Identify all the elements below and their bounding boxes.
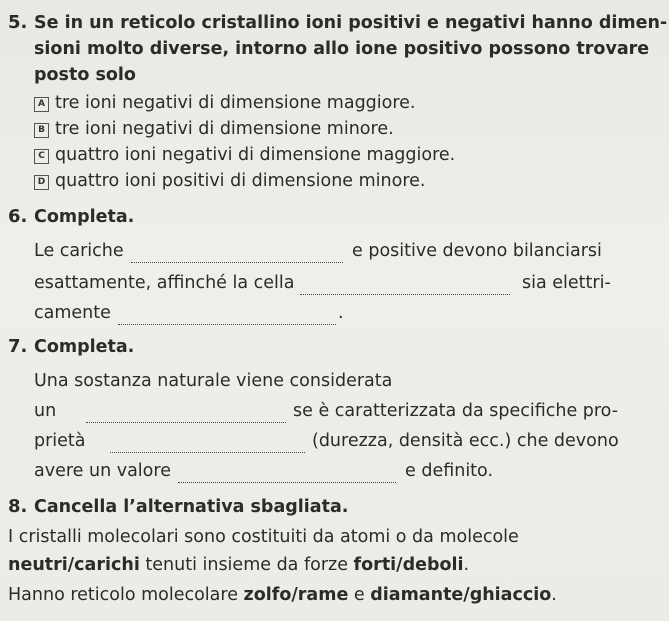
question-8-title: Cancella l’alternativa sbagliata. [34,497,349,517]
question-6-number: 6. [8,206,28,227]
q8-text-1: I cristalli molecolari sono costituiti da atomi o da molecole [8,527,519,547]
q8-text-3e: . [551,585,557,605]
q6-blank-2[interactable] [300,280,510,295]
q8-text-2d: . [463,555,470,575]
q6-text-2b: sia elettri- [522,273,611,293]
question-6-title: Completa. [34,207,135,227]
q8-line-3 [8,584,557,606]
option-c-badge: C [34,149,49,164]
question-5-number: 5. [8,12,28,33]
q7-text-4b: e definito. [405,461,494,481]
option-a-badge: A [34,97,49,112]
option-d-text: quattro ioni positivi di dimensione minore. [55,171,426,191]
question-8-number: 8. [8,496,28,517]
q8-choice-neutri-carichi[interactable]: neutri/carichi [8,555,140,575]
question-5-stem-line-3: posto solo [34,65,136,85]
q8-text-3a: Hanno reticolo molecolare [8,585,244,605]
q6-blank-1[interactable] [131,248,343,263]
question-7-title: Completa. [34,337,135,357]
option-a-text: tre ioni negativi di dimensione maggiore. [55,93,416,113]
question-5-option-d[interactable] [34,170,425,192]
option-c-text: quattro ioni negativi di dimensione maggiore. [55,145,456,165]
option-b-text: tre ioni negativi di dimensione minore. [55,119,394,139]
q6-text-3a: camente [34,303,111,323]
q8-choice-diamante-ghiaccio[interactable]: diamante/ghiaccio [370,585,552,605]
question-7-number: 7. [8,336,28,357]
question-5-option-b[interactable] [34,118,394,140]
q6-text-1a: Le cariche [34,241,124,261]
question-5-stem-line-1: Se in un reticolo cristallino ioni positivi e negativi hanno dimen- [34,13,668,33]
option-b-badge: B [34,123,49,138]
q8-choice-zolfo-rame[interactable]: zolfo/rame [243,585,349,605]
q7-text-1: Una sostanza naturale viene considerata [34,371,393,391]
q7-blank-1[interactable] [86,408,286,423]
q7-text-4a: avere un valore [34,461,171,481]
question-6-line-1 [34,240,124,262]
q8-choice-forti-deboli[interactable]: forti/deboli [353,555,464,575]
q6-text-1b: e positive devono bilanciarsi [352,241,602,261]
q6-blank-3[interactable] [118,310,336,325]
q7-text-2b: se è caratterizzata da specifiche pro- [293,401,619,421]
q7-blank-3[interactable] [178,468,396,483]
q6-text-3b: . [338,303,344,323]
q7-blank-2[interactable] [110,438,305,453]
q7-text-2a: un [34,401,57,421]
question-5-option-a[interactable] [34,92,416,114]
q8-text-3c: e [348,585,371,605]
option-d-badge: D [34,175,49,190]
q8-text-2b: tenuti insieme da forze [139,555,354,575]
q8-line-2 [8,554,469,576]
q6-text-2a: esattamente, affinché la cella [34,273,295,293]
question-5-option-c[interactable] [34,144,455,166]
q7-text-3a: prietà [34,431,86,451]
q7-text-3b: (durezza, densità ecc.) che devono [312,431,619,451]
question-5-stem-line-2: sioni molto diverse, intorno allo ione positivo possono trovare [34,39,650,59]
